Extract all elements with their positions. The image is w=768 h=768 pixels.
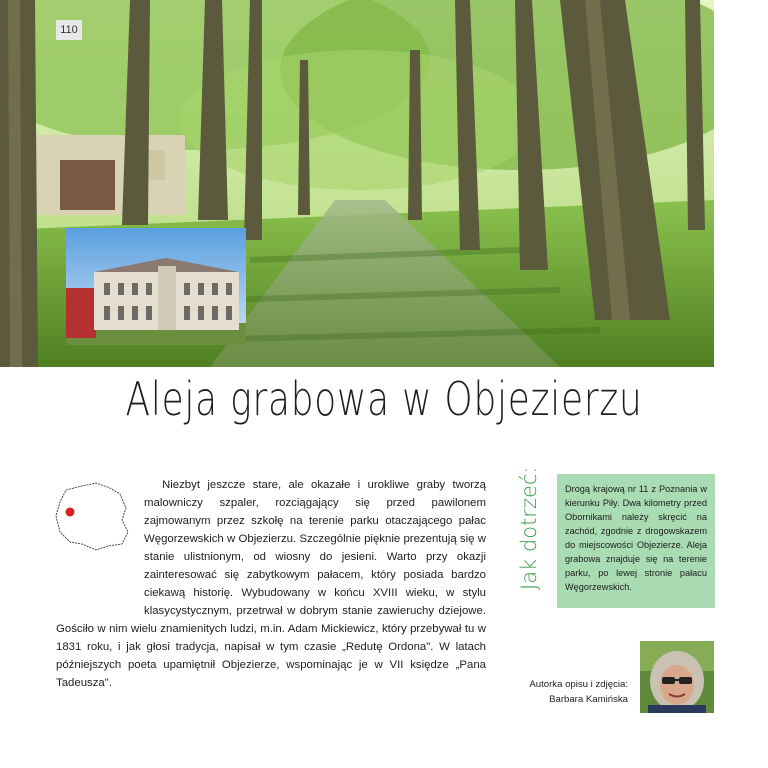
palace-illustration [66,228,246,345]
credit-author-name: Barbara Kamińska [549,694,628,705]
author-photo [640,641,714,713]
author-portrait-illustration [640,641,714,713]
page-title: Aleja grabowa w Objezierzu [125,372,643,426]
article-body [56,476,486,692]
author-credit [529,677,628,707]
palace-inset-photo [66,228,246,345]
credit-line-1: Autorka opisu i zdjęcia: [529,679,628,690]
article-paragraph: Niezbyt jeszcze stare, ale okazałe i urokliwe graby tworzą malowniczy szpaler, rozciągający się przed pawilonem zajmowanym przez szkołę na terenie parku otaczającego pałac Węgorzewskich w Objezierzu. Szczególnie pięknie prezentują się w stanie ulistnionym, od wiosny do jesieni. Warto przy okazji zainteresować się zabytkowym pałacem, który posiada bardzo ciekawą historię. Wybudowany w końcu XVIII wieku, w stylu klasycystycznym, przetrwał w dobrym stanie zawieruchy dziejowe. Gościło w nim wielu znamienitych ludzi, m.in. Adam Mickiewicz, który przebywał tu w 1831 roku, i jak głosi tradycja, napisał w tym czasie „Redutę Ordona". W latach późniejszych poeta upamiętnił Objezierze, wspominając je w VII księdze „Pana Tadeusza". [56,479,486,689]
page-number: 110 [56,20,82,40]
directions-box [557,474,715,608]
map-spacer [56,476,144,606]
directions-text: Drogą krajową nr 11 z Poznania w kierunku Piły. Dwa kilometry przed Obornikami należy skręcić na zachód, zgodnie z drogowskazem do miejscowości Objezierze. Aleja grabowa znajduje się na terenie parku, po lewej stronie pałacu Węgorzewskich. [565,484,707,592]
directions-label: Jak dotrzeć: [517,466,541,590]
hero-photo [0,0,714,367]
